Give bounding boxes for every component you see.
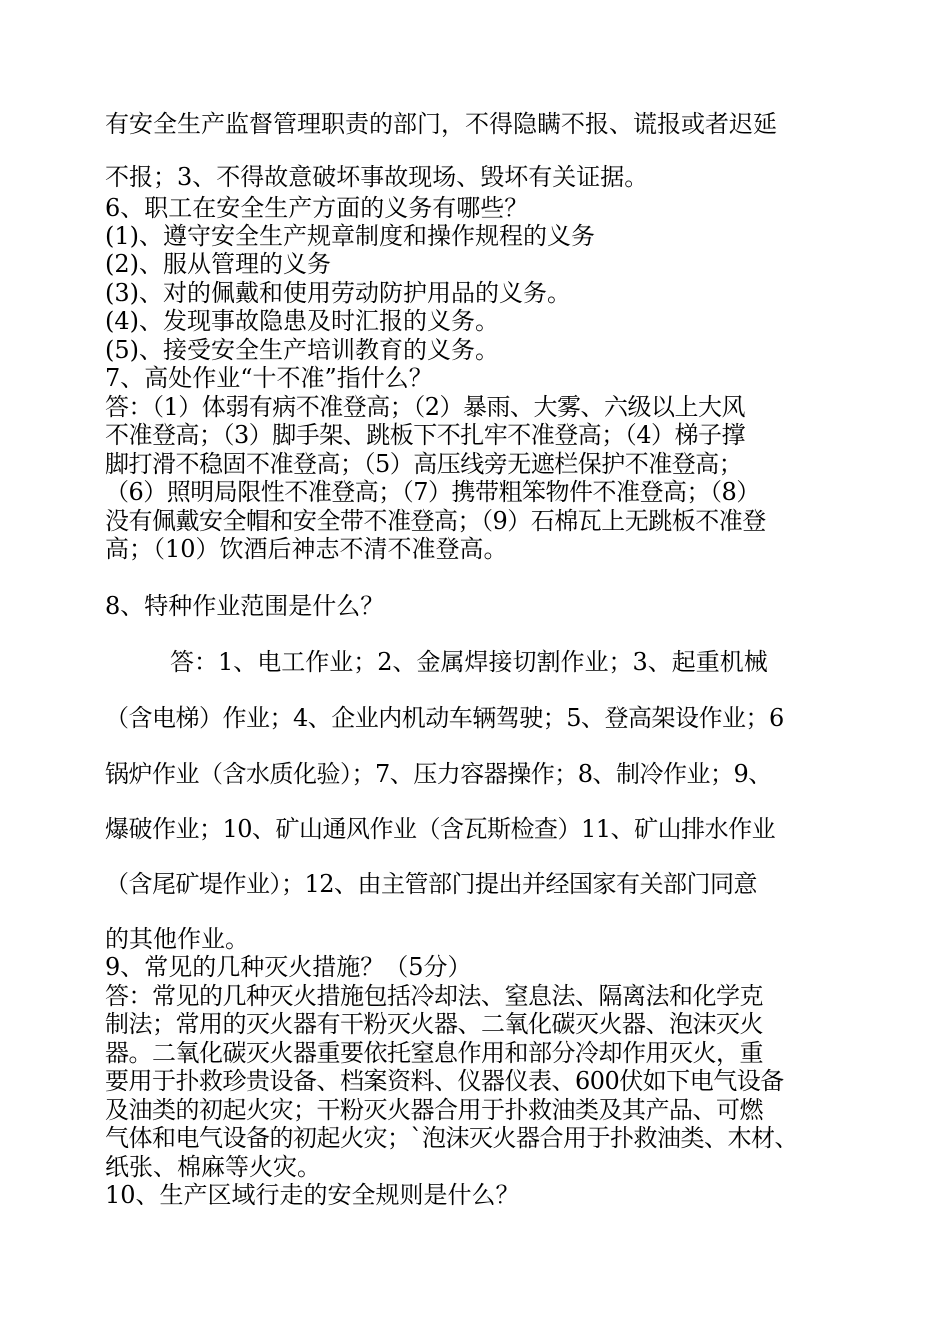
text-line: 有安全生产监督管理职责的部门，不得隐瞒不报、谎报或者迟延 bbox=[105, 110, 777, 138]
answer-line: 脚打滑不稳固不准登高；（5）高压线旁无遮栏保护不准登高； bbox=[105, 450, 743, 478]
answer-line: 爆破作业；10、矿山通风作业（含瓦斯检查）11、矿山排水作业 bbox=[105, 815, 776, 843]
list-item: (3)、对的佩戴和使用劳动防护用品的义务。 bbox=[105, 279, 571, 307]
answer-line: 高；（10）饮酒后神志不清不准登高。 bbox=[105, 535, 508, 563]
answer-line: （6）照明局限性不准登高；（7）携带粗笨物件不准登高；（8） bbox=[105, 478, 760, 506]
answer-line: 锅炉作业（含水质化验）；7、压力容器操作；8、制冷作业；9、 bbox=[105, 760, 772, 788]
answer-line: （含尾矿堤作业）；12、由主管部门提出并经国家有关部门同意 bbox=[105, 870, 758, 898]
text-line: 不报；3、不得故意破坏事故现场、毁坏有关证据。 bbox=[105, 163, 649, 191]
list-item: (2)、服从管理的义务 bbox=[105, 250, 331, 278]
section-heading-10: 10、生产区域行走的安全规则是什么？ bbox=[105, 1181, 520, 1209]
list-item: (1)、遵守安全生产规章制度和操作规程的义务 bbox=[105, 222, 595, 250]
answer-line: 答：（1）体弱有病不准登高；（2）暴雨、大雾、六级以上大风 bbox=[105, 393, 746, 421]
section-heading-8: 8、特种作业范围是什么？ bbox=[105, 592, 385, 620]
answer-line: 要用于扑救珍贵设备、档案资料、仪器仪表、600伏如下电气设备 bbox=[105, 1067, 784, 1095]
answer-line: 气体和电气设备的初起火灾；`泡沫灭火器合用于扑救油类、木材、 bbox=[105, 1124, 798, 1152]
answer-line: 纸张、棉麻等火灾。 bbox=[105, 1153, 321, 1181]
answer-line: 制法；常用的灭火器有干粉灭火器、二氧化碳灭火器、泡沫灭火 bbox=[105, 1010, 763, 1038]
answer-line: 不准登高；（3）脚手架、跳板下不扎牢不准登高；（4）梯子撑 bbox=[105, 421, 746, 449]
answer-line: 及油类的初起火灾；干粉灭火器合用于扑救油类及其产品、可燃 bbox=[105, 1096, 763, 1124]
answer-line: 没有佩戴安全帽和安全带不准登高；（9）石棉瓦上无跳板不准登 bbox=[105, 507, 766, 535]
section-heading-9: 9、常见的几种灭火措施？（5分） bbox=[105, 953, 472, 981]
answer-line: 的其他作业。 bbox=[105, 925, 249, 953]
answer-line: 答：1、电工作业；2、金属焊接切割作业；3、起重机械 bbox=[170, 648, 768, 676]
list-item: (4)、发现事故隐患及时汇报的义务。 bbox=[105, 307, 499, 335]
list-item: (5)、接受安全生产培训教育的义务。 bbox=[105, 336, 499, 364]
answer-line: （含电梯）作业；4、企业内机动车辆驾驶；5、登高架设作业；6 bbox=[105, 704, 784, 732]
section-heading-7: 7、高处作业“十不准”指什么？ bbox=[105, 364, 433, 392]
answer-line: 器。二氧化碳灭火器重要依托窒息作用和部分冷却作用灭火，重 bbox=[105, 1039, 763, 1067]
answer-line: 答：常见的几种灭火措施包括冷却法、窒息法、隔离法和化学克 bbox=[105, 982, 763, 1010]
section-heading-6: 6、职工在安全生产方面的义务有哪些？ bbox=[105, 194, 529, 222]
